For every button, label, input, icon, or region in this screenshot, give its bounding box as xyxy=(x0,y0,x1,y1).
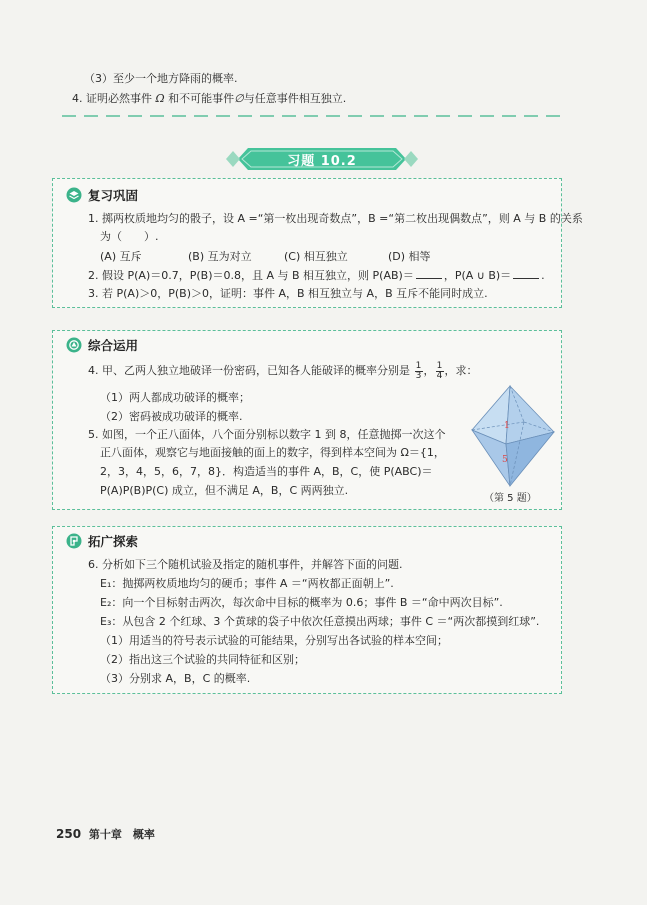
blank-2 xyxy=(513,268,539,279)
q5-line1: 5. 如图，一个正八面体，八个面分别标以数字 1 到 8，任意抛掷一次这个 xyxy=(88,428,446,441)
q1-option-c: (C) 相互独立 xyxy=(284,250,348,263)
top-item-3: （3）至少一个地方降雨的概率. xyxy=(84,72,238,85)
q6: 6. 分析如下三个随机试验及指定的随机事件，并解答下面的问题. xyxy=(88,558,403,571)
application-title: 综合运用 xyxy=(88,338,139,353)
q5-line3: 2，3，4，5，6，7，8}．构造适当的事件 A，B，C，使 P(ABC)＝ xyxy=(100,465,433,478)
experiment-e3: E₃：从包含 2 个红球、3 个黄球的袋子中依次任意摸出两球；事件 C ＝“两次都摸到红球”. xyxy=(100,615,540,628)
fraction-one-third: $\frac{1}{3}$ xyxy=(415,360,422,381)
q1-option-b: (B) 互为对立 xyxy=(188,250,252,263)
experiment-e1: E₁：抛掷两枚质地均匀的硬币；事件 A ＝“两枚都正面朝上”. xyxy=(100,577,394,590)
section-separator xyxy=(62,114,562,118)
page-number: 250 xyxy=(56,827,82,841)
review-header xyxy=(66,186,138,204)
fraction-one-quarter: $\frac{1}{4}$ xyxy=(436,360,443,381)
experiment-e2: E₂：向一个目标射击两次，每次命中目标的概率为 0.6；事件 B ＝“命中两次目标”. xyxy=(100,596,503,609)
banner-left-decor xyxy=(226,150,240,168)
q3: 3. 若 P(A)＞0，P(B)＞0，证明：事件 A，B 相互独立与 A，B 互斥不能同时成立. xyxy=(88,287,488,300)
page-footer xyxy=(56,826,155,842)
q4-part2: （2）密码被成功破译的概率. xyxy=(100,410,243,423)
q1-line2: 为（ ）. xyxy=(100,230,159,243)
q1-option-d: (D) 相等 xyxy=(388,250,431,263)
top-item-4: 4. 证明必然事件 Ω 和不可能事件∅与任意事件相互独立. xyxy=(72,92,347,105)
application-header xyxy=(66,336,138,354)
q4-part1: （1）两人都成功破译的概率； xyxy=(100,391,250,404)
face-label-1: 1 xyxy=(504,421,510,431)
explore-icon xyxy=(66,533,82,549)
q6-part2: （2）指出这三个试验的共同特征和区别； xyxy=(100,653,305,666)
target-icon xyxy=(66,337,82,353)
q5-line2: 正八面体，观察它与地面接触的面上的数字，得到样本空间为 Ω＝{1， xyxy=(100,446,445,459)
octahedron-figure xyxy=(464,382,560,500)
extension-header xyxy=(66,532,138,550)
extension-box xyxy=(52,526,562,694)
q4: 4. 甲、乙两人独立地破译一份密码，已知各人能破译的概率分别是 $\frac{1}{3}$ ， $\frac{1}{4}$ ，求： xyxy=(88,360,478,381)
review-title: 复习巩固 xyxy=(88,188,139,203)
exercise-banner xyxy=(238,146,406,172)
q6-part1: （1）用适当的符号表示试验的可能结果，分别写出各试验的样本空间； xyxy=(100,634,448,647)
banner-title: 习题 10.2 xyxy=(287,153,357,169)
chapter-title: 第十章 概率 xyxy=(88,828,155,841)
banner-right-decor xyxy=(404,150,418,168)
figure-caption: （第 5 题） xyxy=(484,493,537,504)
extension-title: 拓广探索 xyxy=(88,534,139,549)
q6-part3: （3）分别求 A，B，C 的概率. xyxy=(100,672,251,685)
q1-line1: 1. 掷两枚质地均匀的骰子，设 A =“第一枚出现奇数点”，B =“第二枚出现偶数点”，则 A 与 B 的关系 xyxy=(88,212,583,225)
layers-icon xyxy=(66,187,82,203)
q2: 2. 假设 P(A)＝0.7，P(B)＝0.8，且 A 与 B 相互独立，则 P(AB)＝ ，P(A ∪ B)＝ . xyxy=(88,269,545,282)
q1-option-a: (A) 互斥 xyxy=(100,250,142,263)
blank-1 xyxy=(416,268,442,279)
face-label-5: 5 xyxy=(502,455,508,465)
q5-line4: P(A)P(B)P(C) 成立，但不满足 A，B，C 两两独立. xyxy=(100,484,349,497)
